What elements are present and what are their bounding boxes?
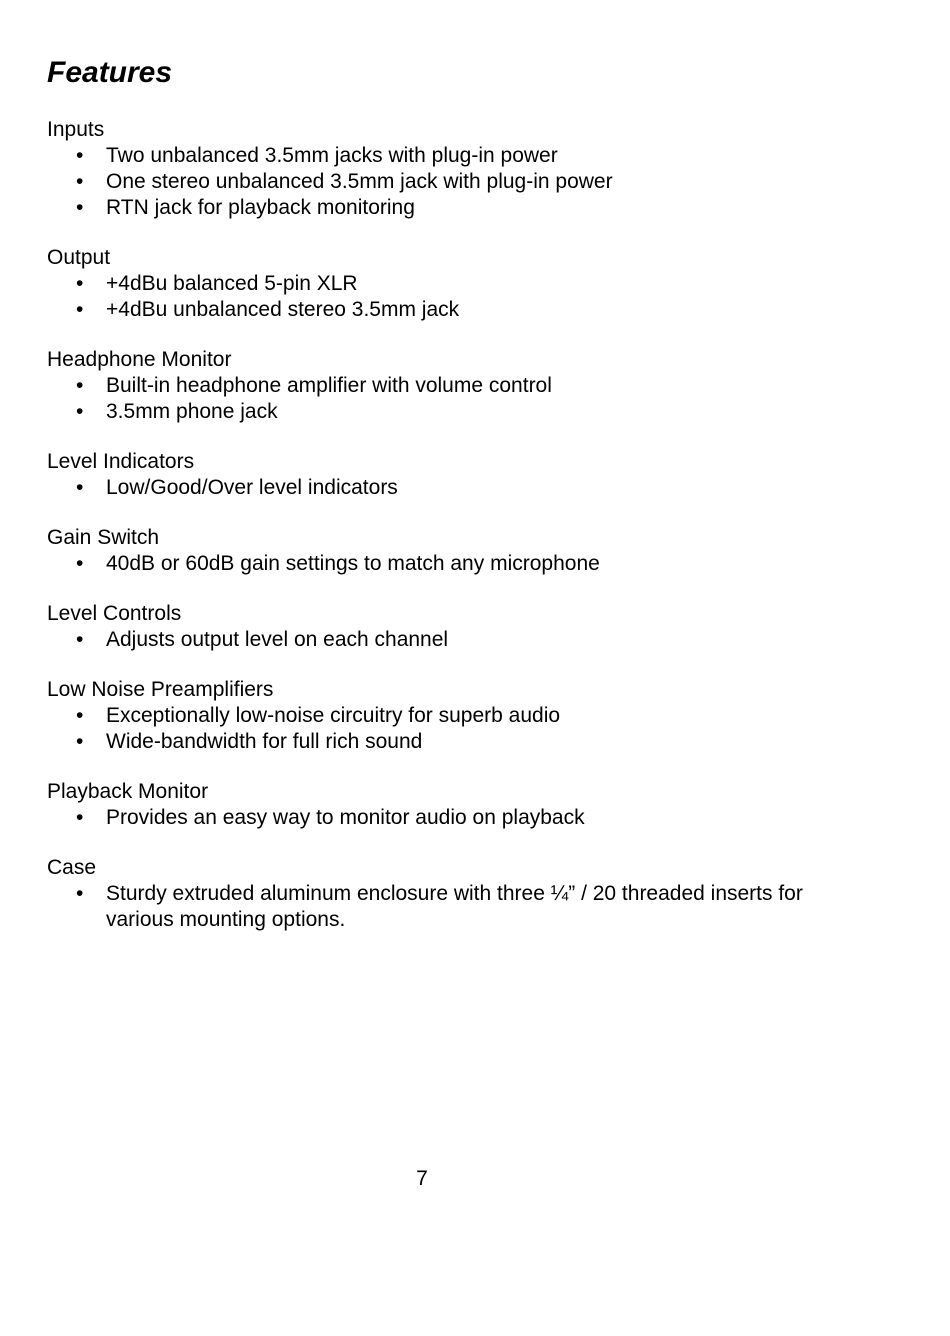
section-inputs bbox=[47, 117, 867, 221]
section-heading: Level Indicators bbox=[47, 450, 195, 473]
bullet-icon: • bbox=[76, 170, 84, 193]
features-list bbox=[47, 117, 867, 957]
section-low-noise-preamplifiers bbox=[47, 677, 867, 755]
bullet-icon: • bbox=[76, 552, 84, 575]
section-level-indicators bbox=[47, 449, 867, 501]
section-level-controls bbox=[47, 601, 867, 653]
list-item bbox=[47, 475, 867, 501]
list-item bbox=[47, 143, 867, 169]
list-item-text: Wide-bandwidth for full rich sound bbox=[106, 730, 423, 753]
section-heading: Inputs bbox=[47, 118, 105, 141]
list-item bbox=[47, 195, 867, 221]
bullet-list bbox=[47, 881, 867, 933]
list-item-text: Sturdy extruded aluminum enclosure with three ¼” / 20 threaded inserts for various mounting options. bbox=[106, 882, 803, 931]
list-item bbox=[47, 399, 867, 425]
list-item-text: Adjusts output level on each channel bbox=[106, 628, 449, 651]
list-item-text: Exceptionally low-noise circuitry for superb audio bbox=[106, 704, 561, 727]
list-item-text: Provides an easy way to monitor audio on playback bbox=[106, 806, 585, 829]
section-playback-monitor bbox=[47, 779, 867, 831]
list-item-text: One stereo unbalanced 3.5mm jack with plug-in power bbox=[106, 170, 613, 193]
page-number: 7 bbox=[416, 1167, 428, 1190]
list-item-text: Built-in headphone amplifier with volume control bbox=[106, 374, 552, 397]
list-item bbox=[47, 373, 867, 399]
section-heading: Output bbox=[47, 246, 111, 269]
bullet-list bbox=[47, 551, 867, 577]
bullet-icon: • bbox=[76, 144, 84, 167]
list-item bbox=[47, 729, 867, 755]
bullet-list bbox=[47, 703, 867, 755]
bullet-icon: • bbox=[76, 476, 84, 499]
bullet-icon: • bbox=[76, 806, 84, 829]
list-item-text: +4dBu balanced 5-pin XLR bbox=[106, 272, 358, 295]
bullet-list bbox=[47, 143, 867, 221]
bullet-icon: • bbox=[76, 298, 84, 321]
list-item-text: Two unbalanced 3.5mm jacks with plug-in power bbox=[106, 144, 558, 167]
section-headphone-monitor bbox=[47, 347, 867, 425]
bullet-icon: • bbox=[76, 272, 84, 295]
list-item-text: 3.5mm phone jack bbox=[106, 400, 278, 423]
list-item bbox=[47, 169, 867, 195]
page-title: Features bbox=[47, 56, 173, 89]
bullet-icon: • bbox=[76, 882, 84, 905]
list-item-text: Low/Good/Over level indicators bbox=[106, 476, 398, 499]
section-heading: Headphone Monitor bbox=[47, 348, 232, 371]
section-heading: Playback Monitor bbox=[47, 780, 209, 803]
bullet-list bbox=[47, 627, 867, 653]
list-item bbox=[47, 551, 867, 577]
list-item bbox=[47, 881, 806, 933]
list-item-text: 40dB or 60dB gain settings to match any microphone bbox=[106, 552, 600, 575]
list-item-text: +4dBu unbalanced stereo 3.5mm jack bbox=[106, 298, 460, 321]
list-item-text: RTN jack for playback monitoring bbox=[106, 196, 415, 219]
bullet-list bbox=[47, 475, 867, 501]
section-heading: Gain Switch bbox=[47, 526, 160, 549]
bullet-icon: • bbox=[76, 730, 84, 753]
section-gain-switch bbox=[47, 525, 867, 577]
section-heading: Level Controls bbox=[47, 602, 182, 625]
bullet-icon: • bbox=[76, 400, 84, 423]
bullet-icon: • bbox=[76, 628, 84, 651]
list-item bbox=[47, 627, 867, 653]
list-item bbox=[47, 297, 867, 323]
section-case bbox=[47, 855, 867, 933]
bullet-icon: • bbox=[76, 196, 84, 219]
bullet-list bbox=[47, 271, 867, 323]
bullet-icon: • bbox=[76, 374, 84, 397]
section-heading: Low Noise Preamplifiers bbox=[47, 678, 274, 701]
bullet-list bbox=[47, 805, 867, 831]
bullet-icon: • bbox=[76, 704, 84, 727]
bullet-list bbox=[47, 373, 867, 425]
section-heading: Case bbox=[47, 856, 97, 879]
list-item bbox=[47, 805, 867, 831]
list-item bbox=[47, 271, 867, 297]
list-item bbox=[47, 703, 867, 729]
section-output bbox=[47, 245, 867, 323]
